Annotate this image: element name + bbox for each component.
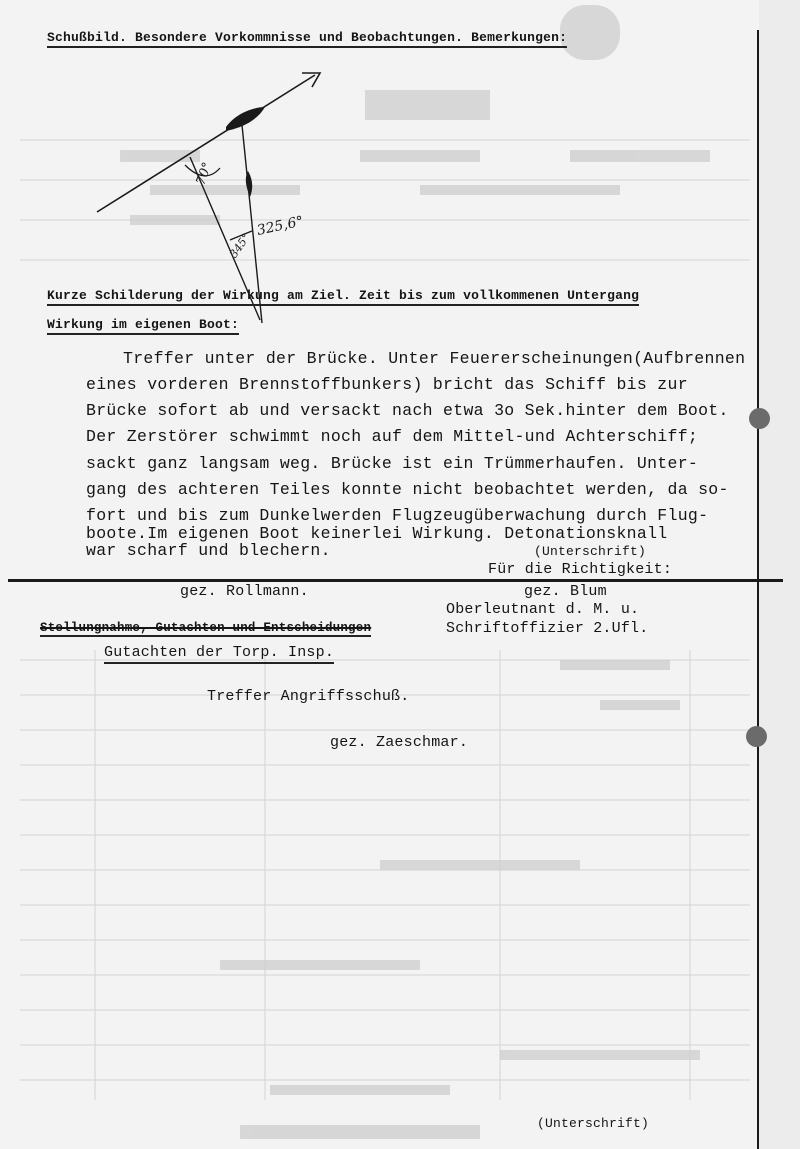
target-course-line [97, 73, 320, 212]
report-line: Treffer unter der Brücke. Unter Feuererscheinungen(Aufbrennen [123, 349, 746, 368]
angle-label-b: 345° [227, 231, 253, 261]
report-line: fort und bis zum Dunkelwerden Flugzeugüberwachung durch Flug- [86, 506, 709, 525]
report-line: Brücke sofort ab und versackt nach etwa 3o Sek.hinter dem Boot. [86, 401, 729, 420]
unterschrift-label-bottom: (Unterschrift) [537, 1116, 650, 1131]
bearing-label: 325,6° [255, 213, 305, 239]
angle-label-a: 70° [193, 160, 216, 188]
gutachten-signature: gez. Zaeschmar. [330, 734, 469, 751]
rank-line-1: Oberleutnant d. M. u. [446, 601, 640, 618]
unterschrift-label-top: (Unterschrift) [534, 544, 647, 559]
struck-heading: Stellungnahme, Gutachten und Entscheidungen [40, 621, 372, 635]
punch-hole-lower [746, 726, 767, 747]
section-divider [8, 579, 783, 582]
signature-rollmann: gez. Rollmann. [180, 583, 309, 600]
right-margin-strip [759, 0, 800, 1149]
report-line: Der Zerstörer schwimmt noch auf dem Mittel-und Achterschiff; [86, 427, 699, 446]
gutachten-heading: Gutachten der Torp. Insp. [104, 644, 334, 664]
rank-line-2: Schriftoffizier 2.Ufl. [446, 620, 649, 637]
gutachten-verdict: Treffer Angriffsschuß. [207, 688, 410, 705]
section-header-wirkung-ziel: Kurze Schilderung der Wirkung am Ziel. Zeit bis zum vollkommenen Untergang [47, 288, 639, 306]
u-boat-shape [246, 171, 252, 197]
signature-blum: gez. Blum [524, 583, 607, 600]
report-line: boote.Im eigenen Boot keinerlei Wirkung. Detonationsknall [86, 524, 668, 543]
report-line: sackt ganz langsam weg. Brücke ist ein Trümmerhaufen. Unter- [86, 454, 699, 473]
section-header-wirkung-boot: Wirkung im eigenen Boot: [47, 317, 239, 335]
section-header-schussbild: Schußbild. Besondere Vorkommnisse und Beobachtungen. Bemerkungen: [47, 30, 567, 48]
report-line: war scharf und blechern. [86, 541, 331, 560]
report-line: gang des achteren Teiles konnte nicht beobachtet werden, da so- [86, 480, 729, 499]
target-ship-shape [226, 107, 265, 131]
report-line: eines vorderen Brennstoffbunkers) bricht das Schiff bis zur [86, 375, 688, 394]
punch-hole-upper [749, 408, 770, 429]
richtigkeit-label: Für die Richtigkeit: [488, 561, 673, 578]
